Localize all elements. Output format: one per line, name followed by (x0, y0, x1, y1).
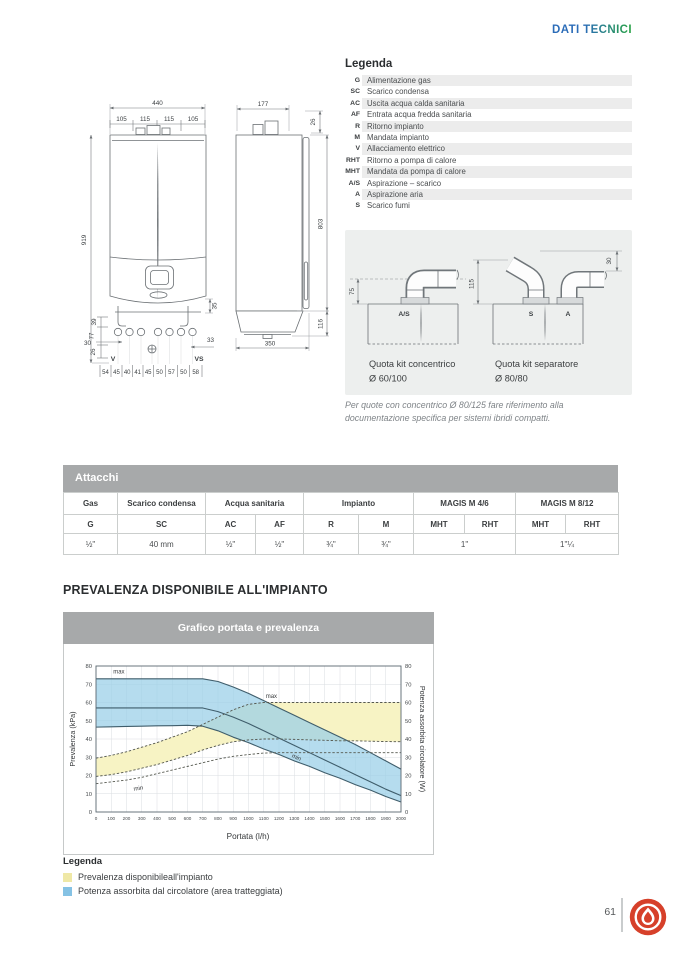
attacchi-header: Attacchi (63, 465, 618, 492)
table-value-row: ½" 40 mm ½" ½" ¾" ¾" 1" 1"¼ (64, 534, 619, 555)
legend-code: R (355, 122, 360, 130)
curve-label: max (265, 693, 278, 700)
legend-row (345, 75, 632, 86)
legend-top (345, 58, 632, 212)
chart-header: Grafico portata e prevalenza (63, 612, 434, 644)
dim-40: 40 (123, 370, 131, 376)
blue-swatch-icon (63, 887, 72, 896)
dim-57: 57 (168, 370, 175, 376)
dim-26-front: 26 (90, 348, 97, 356)
y-axis-label-left: Prevalenza (kPa) (68, 711, 77, 767)
label-a: A (565, 311, 571, 318)
svg-text:70: 70 (405, 682, 412, 689)
legend-label: Alimentazione gas (362, 75, 632, 86)
page-number: 61 (604, 906, 616, 918)
dim-115a: 115 (139, 116, 151, 123)
caption-separatore-2: Ø 80/80 (495, 373, 528, 384)
dim-115b: 115 (163, 116, 175, 123)
dim-54: 54 (102, 370, 109, 376)
dim-50a: 50 (156, 370, 163, 376)
legend-code: S (355, 202, 360, 210)
svg-text:1800: 1800 (365, 816, 376, 821)
svg-text:900: 900 (229, 816, 238, 821)
legend-label: Mandata impianto (367, 132, 429, 142)
legend-code: M (354, 133, 360, 141)
legend-row (345, 143, 632, 154)
chart-legend-title: Legenda (63, 856, 103, 867)
legend-row (345, 121, 632, 132)
svg-text:40: 40 (405, 737, 412, 743)
attacchi-table (63, 492, 619, 555)
svg-text:200: 200 (122, 816, 131, 821)
svg-text:60: 60 (85, 700, 92, 707)
svg-text:80: 80 (405, 664, 412, 670)
label-v: V (110, 356, 116, 363)
legend-row (345, 189, 632, 200)
svg-text:1900: 1900 (380, 816, 391, 821)
dim-105b: 105 (187, 116, 199, 123)
section-heading: PREVALENZA DISPONIBILE ALL'IMPIANTO (63, 583, 328, 597)
dim-75: 75 (349, 287, 356, 296)
svg-text:50: 50 (85, 718, 92, 725)
legend-row (345, 109, 632, 120)
legend-code: A/S (348, 179, 360, 187)
caption-concentrico-1: Quota kit concentrico (369, 359, 456, 369)
svg-text:2000: 2000 (395, 816, 407, 821)
table-group-row: Gas Scarico condensa Acqua sanitaria Impianto MAGIS M 4/6 MAGIS M 8/12 (64, 493, 619, 515)
flue-kit-diagrams (345, 230, 632, 395)
dim-39: 39 (91, 318, 98, 326)
legend-code: AC (350, 99, 360, 107)
dim-440: 440 (152, 100, 163, 107)
chart-section (63, 612, 434, 855)
label-s: S (528, 311, 534, 318)
legend-row (345, 98, 632, 109)
legend-label: Scarico condensa (367, 87, 429, 97)
yellow-swatch-icon (63, 873, 72, 882)
footnote: Per quote con concentrico Ø 80/125 fare riferimento alla documentazione specifica per sistemi ibridi compatti. (345, 400, 564, 423)
svg-text:800: 800 (214, 816, 222, 821)
connection-fittings (114, 328, 196, 364)
svg-text:700: 700 (198, 816, 207, 821)
legend-label: Ritorno impianto (362, 121, 632, 132)
side-view (236, 101, 329, 351)
svg-text:0: 0 (94, 816, 98, 821)
svg-text:30: 30 (85, 755, 92, 762)
legend-item-label: Prevalenza disponibileall'impianto (78, 872, 213, 882)
dim-30: 30 (84, 340, 92, 347)
legend-code: MHT (345, 168, 360, 176)
control-display (146, 266, 174, 289)
svg-text:70: 70 (85, 682, 92, 689)
svg-text:400: 400 (153, 816, 161, 821)
dim-26-side: 26 (310, 118, 317, 126)
footer-divider (621, 898, 623, 932)
legend-item-label: Potenza assorbita dal circolatore (area tratteggiata) (78, 886, 283, 896)
svg-text:50: 50 (405, 718, 412, 725)
svg-text:30: 30 (405, 755, 412, 762)
svg-text:40: 40 (85, 737, 92, 743)
svg-text:1300: 1300 (289, 816, 300, 821)
svg-text:60: 60 (405, 700, 412, 707)
svg-text:1100: 1100 (258, 816, 269, 821)
dim-177: 177 (257, 101, 269, 108)
front-view (81, 100, 219, 377)
dim-350: 350 (264, 340, 276, 348)
legend-code: G (354, 77, 360, 84)
svg-text:1500: 1500 (319, 816, 330, 821)
brand-flame-icon (628, 897, 668, 937)
svg-text:1600: 1600 (334, 816, 346, 821)
svg-text:1200: 1200 (273, 816, 285, 821)
legend-label: Mandata da pompa di calore (362, 166, 632, 177)
svg-text:500: 500 (168, 816, 177, 821)
y-axis-label-right: Potenza assorbita circolatore (W) (418, 685, 427, 793)
x-axis-label: Portata (l/h) (226, 832, 270, 841)
svg-text:100: 100 (107, 816, 116, 821)
legend-item (63, 870, 283, 884)
legend-row (345, 86, 632, 97)
legend-label: Ritorno a pompa di calore (367, 155, 457, 165)
caption-separatore-1: Quota kit separatore (495, 359, 579, 369)
curve-label: max (113, 669, 125, 676)
curve-label: min (290, 753, 302, 763)
label-as: A/S (398, 311, 410, 318)
svg-text:20: 20 (85, 773, 92, 780)
svg-text:1000: 1000 (243, 816, 254, 821)
dim-105a: 105 (116, 116, 127, 123)
dim-58: 58 (192, 370, 200, 376)
legend-item (63, 884, 283, 898)
svg-text:20: 20 (405, 773, 412, 780)
legend-label: Aspirazione aria (362, 189, 632, 200)
dim-77: 77 (88, 332, 96, 340)
legend-code: A (355, 190, 360, 198)
attacchi-section (63, 465, 618, 555)
dim-33: 33 (207, 337, 215, 344)
legend-top-title: Legenda (345, 58, 393, 70)
dim-45b: 45 (144, 370, 152, 376)
table-code-row: G SC AC AF R M MHT RHT MHT RHT (64, 515, 619, 534)
svg-text:10: 10 (405, 791, 412, 798)
caption-concentrico-2: Ø 60/100 (369, 373, 407, 384)
dim-115: 115 (468, 278, 476, 290)
dim-803: 803 (317, 218, 325, 230)
curve-label: min (133, 785, 144, 793)
dim-45a: 45 (113, 370, 120, 376)
page-title: DATI TECNICI (552, 24, 632, 36)
dim-50b: 50 (180, 370, 187, 376)
legend-label: Entrata acqua fredda sanitaria (367, 110, 472, 120)
legend-code: SC (350, 88, 360, 96)
legend-row (345, 178, 632, 189)
chart-legend (63, 856, 283, 898)
portata-prevalenza-chart (64, 644, 433, 849)
dim-35: 35 (211, 302, 219, 310)
legend-row (345, 155, 632, 166)
svg-text:1400: 1400 (304, 816, 315, 821)
legend-label: Allacciamento elettrico (362, 143, 632, 154)
svg-text:0: 0 (88, 810, 92, 816)
label-vs: VS (194, 356, 204, 363)
svg-text:0: 0 (405, 810, 409, 816)
svg-text:300: 300 (137, 816, 146, 821)
dim-30-kit: 30 (606, 257, 613, 265)
legend-row (345, 200, 632, 211)
svg-text:10: 10 (85, 791, 92, 798)
legend-label: Aspirazione – scarico (367, 178, 442, 188)
dim-41: 41 (134, 370, 142, 376)
legend-row (345, 132, 632, 143)
legend-row (345, 166, 632, 177)
legend-label: Uscita acqua calda sanitaria (362, 98, 632, 109)
legend-code: RHT (346, 156, 360, 164)
dim-116: 116 (317, 318, 325, 330)
svg-text:1700: 1700 (350, 816, 361, 821)
legend-code: V (355, 145, 360, 153)
svg-text:80: 80 (85, 664, 92, 670)
legend-label: Scarico fumi (367, 201, 410, 211)
chart-body (63, 644, 434, 855)
legend-code: AF (350, 111, 360, 119)
svg-text:600: 600 (183, 816, 192, 821)
boiler-dimension-drawing (60, 90, 350, 385)
dim-919: 919 (81, 234, 88, 246)
